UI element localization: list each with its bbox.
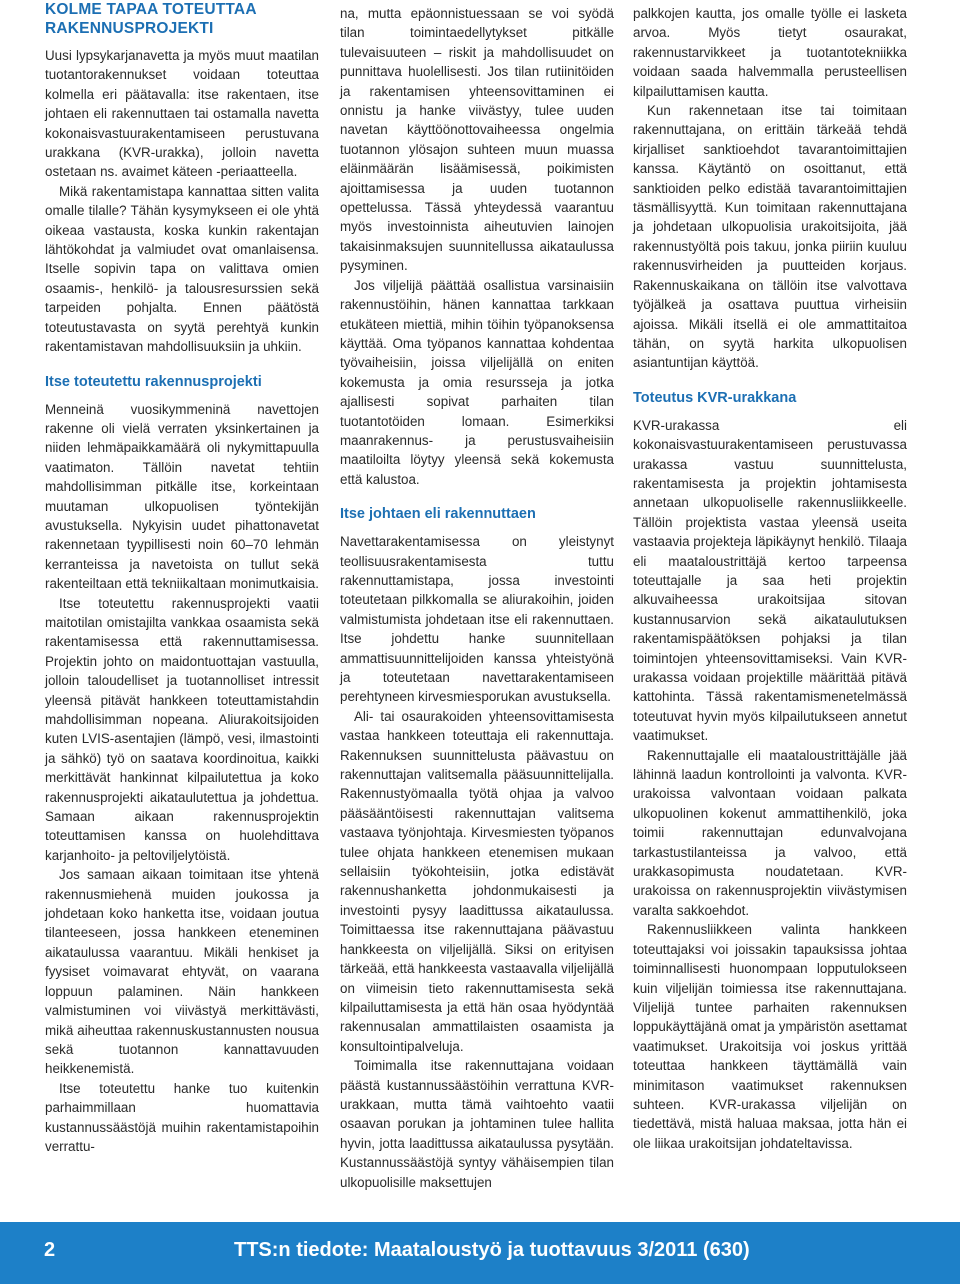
- paragraph: KVR-urakassa eli kokonaisvastuurakentamiseen perustuvassa urakassa vastuu suunnittelusta, rakentamisesta ja projektin johtamisesta annetaan ulkopuoliselle rakennusliikkeelle. Tällöin projektista vastaa yleensä useita vastaavia projekteja läpikäynyt henkilö. Tilaaja eli maataloustrittäjä kertoo tarpeensa toteuttajalle ja saa heti projektin alkuvaiheessa urakoitsijaa sitovan kustannusarvion sekä aikataulutuksen rakentamispäätöksen pohjaksi ja tilan toimintojen yhteensovittamiseksi. Vain KVR-urakassa voidaan projektille määrittää pitävä kattohinta. Tässä rakentamismenetelmässä toteutuvat hyvin myös kilpailutukseen annetut vaatimukset.: [633, 417, 907, 744]
- paragraph: Navettarakentamisessa on yleistynyt teollisuusrakentamisesta tuttu rakennuttamistapa, jossa investointi toteutetaan pilkkomalla se aliurakoihin, joiden valmistumista johdetaan itse eli rakennuttaen. Itse johdettu hanke suunnitellaan ammattisuunnittelijoiden kanssa yhteistyönä ja toteutetaan navettarakentamiseen perehtyneen kirvesmiesporukan avustuksella.: [340, 534, 614, 705]
- paragraph: palkkojen kautta, jos omalle työlle ei lasketa arvoa. Myös tietyt osaurakat, rakennustarvikkeet ja tuotantotekniikka voidaan saada halvemmalla perusteellisen kilpailuttamisen kautta.: [633, 6, 907, 99]
- paragraph: Itse toteutettu rakennusprojekti vaatii maitotilan omistajilta vankkaa osaamista sekä rakentamisessa että rakennuttamisessa. Projektin johto on maidontuottajan vastuulla, jolloin taloudelliset ja tuotannolliset intressit yleensä pitävät hankkeen toteuttamistahdin mahdollisimman nopeana. Aliurakoitsijoiden kuten LVIS-asentajien (lämpö, vesi, ilmastointi ja sähkö) työ on saatava koordinoitua, kaikki merkittävät hankinnat kilpailutettua ja koko rakennusprojekti aikataulutettua ja johdettua. Samaan aikaan rakennusprojektin toteuttamisen kanssa on huolehdittava karjanhoito- ja peltoviljelytöistä.: [45, 595, 319, 863]
- paragraph: Ali- tai osaurakoiden yhteensovittamisesta vastaa hankkeen toteuttaja eli rakennuttaja. Rakennuksen suunnittelusta päävastuu on rakennuttajan valitsemalla pääsuunnittelijalla. Rakennustyömaalla työtä ohjaa ja valvoo pääsääntöisesti rakennuttajan valitsema vastaava työnjohtaja. Kirvesmiesten työpanos tulee ohjata hankkeen etenemisen mukaan sellaisiin työkohteisiin, jotka edistävät rakennushanketta johdonmukaisesti ja investointi pysyy laadittussa aikataulussa. Toimittaessa itse rakennuttajana päävastuu hankkeesta on viljelijällä. Siksi on erityisen tärkeää, että hankkeesta vastaavalla viljelijällä on viimeisin tieto rakennuttamisesta sekä kilpailuttamisesta ja että hän osaa hyödyntää rakennusalan ammattilaisten osaamista ja konsultointipalveluja.: [340, 708, 614, 1054]
- article-column-3: [633, 4, 907, 1153]
- page-number: 2: [44, 1239, 56, 1261]
- section-heading-itse-johtaen: Itse johtaen eli rakennuttaen: [340, 506, 536, 523]
- paragraph: na, mutta epäonnistuessaan se voi syödä tilan toimintaedellytykset pitkälle tulevaisuuteen – riskit ja mahdollisuudet on punnittava huolellisesti. Jos tilan rutiinitöiden ja rakentamisen yhteensovittaminen ei onnistu ja hanke viivästyy, tulee uuden navetan käyttöönottovaiheessa ongelmia tuotannon ylösajon suhteen muun muassa eläinmäärän lisäämisessä, poikimisten ajoittamisessa ja uuden tuotannon opettelussa. Tässä yhteydessä vaarantuu myös investoinnista aiheutuvien lainojen takaisinmaksujen suunnitellussa aikataulussa pysyminen.: [340, 6, 614, 274]
- paragraph: Rakennusliikkeen valinta hankkeen toteuttajaksi voi joissakin tapauksissa johtaa toiminnallisesti huonompaan lopputulokseen kuin viljelijän toimiessa itse rakennuttajana. Viljelijä tuntee parhaiten rakennuksen loppukäyttäjänä omat ja ympäristön asettamat vaatimukset. Urakoitsija voi joskus yrittää toteuttaa hankkeen täyttämällä vain minimitason vaatimukset rakennuksen suhteen. KVR-urakassa viljelijän on tiedettävä, mistä haluaa maksaa, jotta hän ei ole liikaa urakoitsijan johdateltavissa.: [633, 922, 907, 1151]
- paragraph: Uusi lypsykarjanavetta ja myös muut maatilan tuotantorakennukset voidaan toteuttaa kolmella eri päätavalla: itse rakentaen, itse johtaen eli rakennuttaen tai ostamalla navetta kokonaisvastuurakentamiseen perustuvana urakkana (KVR-urakka), jolloin navetta ostetaan ns. avaimet käteen -periaatteella.: [45, 48, 319, 180]
- paragraph: Menneinä vuosikymmeninä navettojen rakenne oli vielä verraten yksinkertainen ja niiden lehmäpaikkamäärä oli nykymittapuulla vaatimaton. Tällöin navetat tehtiin mahdollisimman pitkälle itse, korkeintaan muutaman ulkopuolisen työntekijän avustuksella. Nykyisin uudet pihattonavetat rakennetaan tyypillisesti noin 60–70 lehmän kerranteissa ja navetoista on tullut sekä rakenteiltaan että tekniikaltaan monimutkaisia.: [45, 401, 319, 592]
- paragraph: Jos viljelijä päättää osallistua varsinaisiin rakennustöihin, hänen kannattaa tarkkaan etukäteen miettiä, mihin töihin työpanoksensa käyttää. Oma työpanos kannattaa kohdentaa työvaiheisiin, joissa viljelijällä on eniten kokemusta ja omia resursseja ja jotka ajallisesti sopivat parhaiten tilan tuotantotöiden lomaan. Esimerkiksi maanrakennus- ja perustusvaiheisiin maatiloilta löytyy yleensä sekä kokemusta että kalustoa.: [340, 277, 614, 487]
- paragraph: Mikä rakentamistapa kannattaa sitten valita omalle tilalle? Tähän kysymykseen ei ole yhtä oikeaa vastausta, koska kunkin rakentajan lähtökohdat ja valmiudet ovat omanlaisensa. Itselle sopivin tapa on valittava omien osaamis-, henkilö- ja talousresurssien sekä tarpeiden pohjalta. Ennen päätöstä toteutustavasta on syytä perehtyä kunkin rakentamistavan mahdollisuuksiin ja uhkiin.: [45, 183, 319, 355]
- paragraph: Itse toteutettu hanke tuo kuitenkin parhaimmillaan huomattavia kustannussäästöjä muihin rakentamistapoihin verrattu-: [45, 1080, 319, 1154]
- page-footer: [0, 1222, 960, 1284]
- main-heading: KOLME TAPAA TOTEUTTAA RAKENNUSPROJEKTI: [45, 1, 257, 37]
- paragraph: Kun rakennetaan itse tai toimitaan rakennuttajana, on erittäin tärkeää tehdä kirjalliset sanktioehdot tavarantoimittajien kanssa. Käytäntö on osoittanut, että sanktioiden pelko edistää tavarantoimittajien täsmällisyyttä. Kun toimitaan rakennuttajana ja johdetaan ulkopuolisia urakoitsijoita, jää rakennustyöltä pois takuu, jonka piiriin kuuluu rakennusvirheiden ja puutteiden korjaus. Rakennuskaikana on tällöin itse valvottava työjälkeä ja osattava puuttua virheisiin ajoissa. Mikäli itsellä ei ole ammattitaitoa tähän, on syytä harkita ulkopuolisen asiantuntijan käyttöä.: [633, 103, 907, 371]
- article-column-2: [340, 4, 614, 1192]
- section-heading-kvr-urakka: Toteutus KVR-urakkana: [633, 389, 797, 406]
- article-column-1: [45, 0, 319, 1156]
- publication-title: TTS:n tiedote: Maataloustyö ja tuottavuus 3/2011 (630): [234, 1239, 750, 1261]
- paragraph: Toimimalla itse rakennuttajana voidaan päästä kustannussäästöihin verrattuna KVR-urakkaan, mutta tämä vaihtoehto vaatii osaavan porukan ja johtaminen tulee hallita hyvin, jotta laadittussa aikataulussa pysytään. Kustannussäästöjä syntyy vähäisempien tilan ulkopuolisille maksettujen: [340, 1058, 614, 1190]
- paragraph: Jos samaan aikaan toimitaan itse yhtenä rakennusmiehenä muiden joukossa ja johdetaan koko hanketta itse, voidaan joutua tilanteeseen, jossa hankkeen eteneminen aikataulussa vaarantuu. Mikäli henkiset ja fyysiset voimavarat ehtyvät, on vaarana loppuun palaminen. Näin hankkeen valmistuminen voi viivästyä merkittävästi, mikä aiheuttaa rakennuskustannusten nousua sekä tuotannon kannattavuuden heikkenemistä.: [45, 867, 319, 1077]
- paragraph: Rakennuttajalle eli maataloustrittäjälle jää lähinnä laadun kontrollointi ja valvonta. KVR-urakoissa valvontaan voidaan palkata ulkopuolinen kokenut ammattihenkilö, joka toimii rakennuttajan edunvalvojana tarkastustilanteissa ja valvoo, että urakkasopimusta noudatetaan. KVR-urakoissa on rakennusprojektin viivästymisen varalta sakkoehdot.: [633, 747, 907, 918]
- section-heading-itse-toteutettu: Itse toteutettu rakennusprojekti: [45, 373, 262, 390]
